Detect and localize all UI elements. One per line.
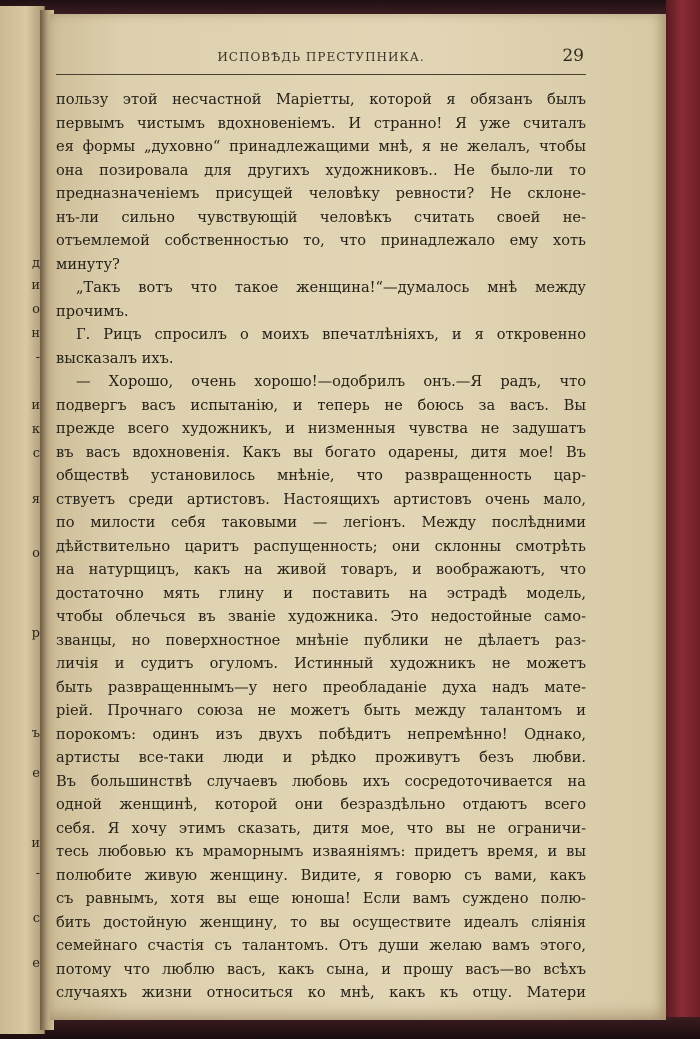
body-text [56,88,586,1005]
text-line: нъ-ли сильно чувствующій человѣкъ считать своей не- [56,208,586,226]
previous-page-fragment: - [35,350,40,365]
previous-page-fragment: е [32,956,40,971]
text-line: полюбите живую женщину. Видите, я говорю съ вами, какъ [56,866,586,884]
text-line: личія и судитъ огуломъ. Истинный художникъ не можетъ [56,655,586,672]
text-line: одной женщинѣ, которой они безраздѣльно отдаютъ всего [56,796,586,813]
text-line: Въ большинствѣ случаевъ любовь ихъ сосредоточивается на [56,772,586,790]
text-line: — Хорошо, очень хорошо!—одобрилъ онъ.—Я радъ, что [76,373,586,390]
text-line: потому что люблю васъ, какъ сына, и прошу васъ—во всѣхъ [56,960,586,978]
text-line: на натурщицъ, какъ на живой товаръ, и воображаютъ, что [56,561,586,578]
previous-page-fragment: о [32,302,40,317]
previous-page-fragment: е [32,766,40,781]
text-line: дѣйствительно царитъ распущенность; они склонны смотрѣть [56,537,586,555]
previous-page-fragment: и [31,278,40,293]
previous-page-fragment: ъ [31,726,40,741]
page-number: 29 [562,46,584,66]
text-line: достаточно мять глину и поставить на эстрадѣ модель, [56,584,586,602]
previous-page-fragment: с [32,446,40,461]
text-line: случаяхъ жизни относиться ко мнѣ, какъ къ отцу. Матери [56,984,586,1001]
text-line: подвергъ васъ испытанію, и теперь не боюсь за васъ. Вы [56,396,586,414]
text-line: высказалъ ихъ. [56,349,174,367]
text-line: съ равнымъ, хотя вы еще юноша! Если вамъ суждено полю- [56,890,586,907]
running-head: ИСПОВѢДЬ ПРЕСТУПНИКА. [217,50,425,64]
page-header [56,44,586,75]
previous-page-fragment: к [31,422,40,437]
previous-page-fragment: с [32,911,40,926]
book-cover-edge [666,0,700,1039]
text-line: обществѣ установилось мнѣніе, что развращенность цар- [56,467,586,484]
text-line: прежде всего художникъ, и низменныя чувства не задушатъ [56,420,586,437]
text-line: отъемлемой собственностью то, что принадлежало ему хоть [56,232,586,249]
previous-page-fragment: р [31,626,40,641]
previous-page-fragment: и [31,398,40,413]
text-line: артисты все-таки люди и рѣдко проживутъ безъ любви. [56,749,586,766]
previous-page-fragment: - [35,866,40,881]
text-line: семейнаго счастія съ талантомъ. Отъ души желаю вамъ этого, [56,937,586,954]
text-line: порокомъ: одинъ изъ двухъ побѣдитъ непремѣнно! Однако, [56,725,586,743]
text-line: въ васъ вдохновенія. Какъ вы богато одарены, дитя мое! Въ [56,443,586,461]
text-line: предназначеніемъ присущей человѣку ревности? Не склоне- [56,185,586,202]
text-line: ея формы „духовно“ принадлежащими мнѣ, я не желалъ, чтобы [56,138,586,155]
text-line: первымъ чистымъ вдохновеніемъ. И странно! Я уже считалъ [56,114,586,132]
text-line: ріей. Прочнаго союза не можетъ быть между талантомъ и [56,702,586,719]
text-line: по милости себя таковыми — легіонъ. Между послѣдними [56,514,586,531]
text-line: ствуетъ среди артистовъ. Настоящихъ артистовъ очень мало, [56,490,586,508]
previous-page-fragment: д [31,256,40,271]
previous-page-edge [0,6,45,1034]
text-line: званцы, но поверхностное мнѣніе публики не дѣлаетъ раз- [56,631,586,649]
background-bottom [0,1017,700,1039]
text-line: себя. Я хочу этимъ сказать, дитя мое, что вы не ограничи- [56,819,586,837]
text-line: минуту? [56,255,120,273]
text-line: бить достойную женщину, то вы осуществите идеалъ слiянія [56,913,586,931]
text-line: прочимъ. [56,302,129,320]
previous-page-fragment: я [31,492,40,507]
background-top [0,0,700,14]
text-line: она позировала для другихъ художниковъ.. Не было-ли то [56,161,586,179]
text-line: тесь любовью къ мраморнымъ изваяніямъ: придетъ время, и вы [56,843,586,860]
text-line: быть развращеннымъ—у него преобладаніе духа надъ мате- [56,678,586,696]
text-line: „Такъ вотъ что такое женщина!“—думалось мнѣ между [76,279,586,296]
previous-page-fragment: и [31,836,40,851]
text-line: чтобы облечься въ званіе художника. Это недостойные само- [56,608,586,625]
text-line: пользу этой несчастной Маріетты, которой я обязанъ былъ [56,91,586,108]
text-line: Г. Рицъ спросилъ о моихъ впечатлѣніяхъ, и я откровенно [76,326,586,343]
previous-page-fragment: н [31,326,40,341]
previous-page-fragment: о [32,546,40,561]
